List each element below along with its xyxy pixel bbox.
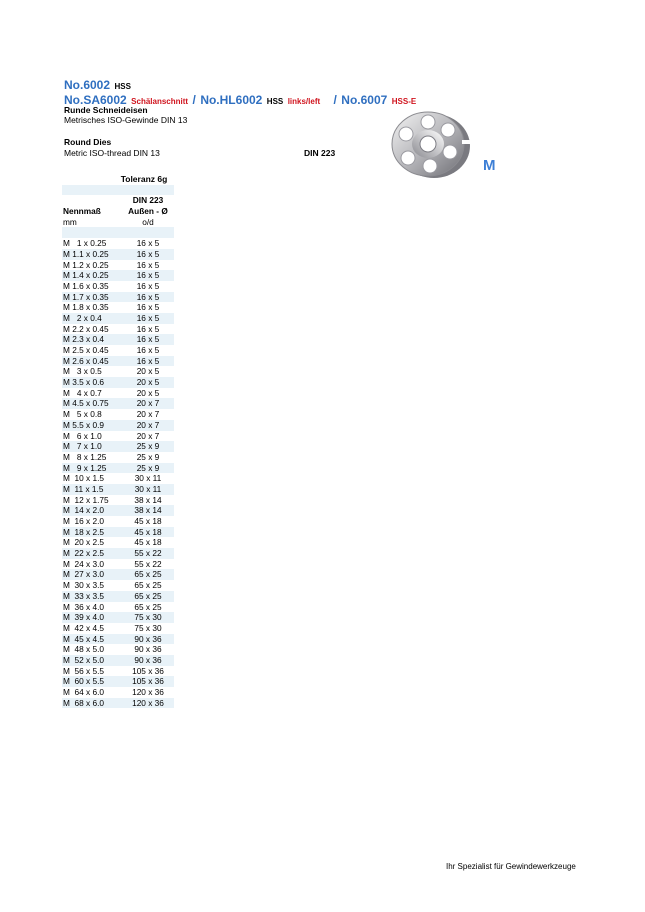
thread-size: M 1.1 x 0.25 [63,248,109,259]
thread-size: M 3.5 x 0.6 [63,377,105,388]
outer-dimension: 45 x 18 [134,537,162,548]
variant-number-hl: No.HL6002 [200,93,263,107]
outer-dimension: 120 x 36 [132,687,164,697]
thread-size: M 42 x 4.5 [63,622,105,633]
table-row [62,484,174,495]
outer-dimension: 25 x 9 [136,441,160,452]
outer-dimension: 16 x 5 [136,334,160,345]
thread-size: M 1.2 x 0.25 [63,259,109,270]
col1-header: Nennmaß [63,206,101,217]
table-row [62,356,174,367]
outer-dimension: 16 x 5 [136,345,160,355]
outer-dimension: 16 x 5 [136,302,160,313]
outer-dimension: 105 x 36 [132,665,164,676]
thread-size: M 52 x 5.0 [63,654,105,665]
table-body [62,238,174,708]
thread-size: M 27 x 3.0 [63,569,105,580]
outer-dimension: 16 x 5 [136,291,160,302]
outer-dimension: 20 x 5 [136,387,160,398]
thread-size: M 39 x 4.0 [63,612,105,623]
outer-dimension: 120 x 36 [132,697,164,708]
outer-dimension: 16 x 5 [136,259,160,270]
outer-dimension: 16 x 5 [136,323,160,334]
table-row [62,398,174,409]
norm-row [62,195,174,206]
table-row [62,334,174,345]
thread-size: M 18 x 2.5 [63,526,105,537]
table-row [62,270,174,281]
table-row [62,431,174,442]
spacer-row [62,227,174,238]
outer-dimension: 45 x 18 [134,526,162,537]
table-row [62,324,174,335]
outer-dimension: 20 x 7 [136,430,160,441]
outer-dimension: 75 x 30 [134,622,162,633]
thread-size: M 64 x 6.0 [63,687,105,697]
thread-size: M 56 x 5.5 [63,665,105,676]
separator: / [333,93,337,107]
outer-dimension: 65 x 25 [134,569,162,580]
thread-size: M 22 x 2.5 [63,548,105,559]
outer-dimension: 16 x 5 [136,270,160,281]
table-row [62,623,174,634]
table-row [62,687,174,698]
outer-dimension: 55 x 22 [134,548,162,559]
spacer-row [62,185,174,196]
table-row [62,452,174,463]
table-row [62,420,174,431]
table-row [62,345,174,356]
table-row [62,302,174,313]
outer-dimension: 105 x 36 [132,676,164,687]
outer-dimension: 45 x 18 [134,516,162,526]
thread-size: M 14 x 2.0 [63,505,105,516]
thread-size: M 7 x 1.0 [63,441,102,452]
table-row [62,505,174,516]
footer-slogan: Ihr Spezialist für Gewindewerkzeuge [446,862,576,871]
outer-dimension: 25 x 9 [136,451,160,462]
tolerance-row [62,174,174,185]
product-grade: HSS [114,82,131,91]
thread-size: M 10 x 1.5 [63,473,105,484]
outer-dimension: 90 x 36 [134,654,162,665]
col2-header: Außen - Ø [128,206,168,217]
round-die-image [384,104,474,184]
thread-type-letter: M [483,157,496,174]
table-row [62,516,174,527]
table-row [62,591,174,602]
variant-note-6007: HSS-E [391,97,417,106]
col1-unit: mm [63,216,77,227]
table-row [62,292,174,303]
outer-dimension: 90 x 36 [134,644,162,655]
thread-size: M 6 x 1.0 [63,430,102,441]
outer-dimension: 16 x 5 [136,312,160,323]
table-row [62,559,174,570]
variant-number-sa: No.SA6002 [64,93,127,107]
tolerance-label: Toleranz 6g [120,174,168,184]
thread-size: M 3 x 0.5 [63,366,102,377]
table-row [62,463,174,474]
table-row [62,313,174,324]
outer-dimension: 30 x 11 [134,483,162,494]
table-row [62,495,174,506]
outer-dimension: 20 x 5 [136,366,160,377]
table-row [62,644,174,655]
table-row [62,409,174,420]
thread-size: M 2.5 x 0.45 [63,345,109,355]
thread-size: M 48 x 5.0 [63,644,105,655]
thread-size: M 1.6 x 0.35 [63,280,109,291]
thread-size: M 45 x 4.5 [63,633,105,644]
table-row [62,281,174,292]
thread-size: M 1 x 0.25 [63,238,107,249]
thread-size: M 2 x 0.4 [63,312,102,323]
table-row [62,366,174,377]
table-row [62,537,174,548]
table-row [62,580,174,591]
separator: / [192,93,196,107]
table-row [62,238,174,249]
de-title: Runde Schneideisen [64,105,148,115]
table-row [62,698,174,709]
thread-size: M 4.5 x 0.75 [63,398,109,409]
table-row [62,569,174,580]
header-row [62,206,174,217]
table-row [62,388,174,399]
outer-dimension: 20 x 7 [136,419,160,430]
table-row [62,527,174,538]
table-row [62,377,174,388]
outer-dimension: 25 x 9 [136,462,160,473]
outer-dimension: 16 x 5 [136,238,160,249]
thread-size: M 2.2 x 0.45 [63,323,109,334]
outer-dimension: 65 x 25 [134,601,162,612]
outer-dimension: 38 x 14 [134,505,162,516]
outer-dimension: 20 x 7 [136,398,160,409]
thread-size: M 33 x 3.5 [63,590,105,601]
thread-size: M 36 x 4.0 [63,601,105,612]
thread-size: M 4 x 0.7 [63,387,102,398]
outer-dimension: 16 x 5 [136,280,160,291]
outer-dimension: 75 x 30 [134,612,162,623]
thread-size: M 5.5 x 0.9 [63,419,105,430]
thread-size: M 11 x 1.5 [63,483,104,494]
thread-size: M 16 x 2.0 [63,516,105,526]
din-standard: DIN 223 [304,148,336,158]
table-row [62,634,174,645]
outer-dimension: 30 x 11 [134,473,162,484]
variant-note-hl: links/left [287,97,321,106]
outer-dimension: 20 x 5 [136,377,160,388]
thread-size: M 30 x 3.5 [63,580,105,591]
variant-grade-hl: HSS [266,97,284,106]
col2-norm: DIN 223 [132,195,164,206]
outer-dimension: 20 x 7 [136,409,160,420]
thread-size: M 1.7 x 0.35 [63,291,109,302]
table-row [62,602,174,613]
outer-dimension: 55 x 22 [134,558,162,569]
thread-size: M 2.6 x 0.45 [63,355,109,366]
unit-row [62,217,174,228]
product-number: No.6002 [64,78,111,92]
outer-dimension: 90 x 36 [134,633,162,644]
variant-note-sa: Schälanschnitt [131,97,189,106]
outer-dimension: 16 x 5 [136,248,160,259]
thread-size: M 1.8 x 0.35 [63,302,109,313]
thread-size: M 1.4 x 0.25 [63,270,109,281]
table-row [62,676,174,687]
outer-dimension: 65 x 25 [134,590,162,601]
de-subtitle: Metrisches ISO-Gewinde DIN 13 [64,115,188,125]
thread-size: M 2.3 x 0.4 [63,334,105,345]
thread-size: M 20 x 2.5 [63,537,105,548]
thread-size: M 24 x 3.0 [63,558,105,569]
table-row [62,666,174,677]
thread-size: M 9 x 1.25 [63,462,107,473]
thread-size: M 5 x 0.8 [63,409,102,420]
thread-size-table [62,174,174,708]
thread-size: M 60 x 5.5 [63,676,105,687]
table-row [62,612,174,623]
thread-size: M 8 x 1.25 [63,451,107,462]
table-row [62,548,174,559]
table-row [62,655,174,666]
table-row [62,473,174,484]
table-row [62,260,174,271]
table-row [62,249,174,260]
col2-unit: o/d [142,216,154,227]
thread-size: M 68 x 6.0 [63,697,105,708]
variant-number-6007: No.6007 [341,93,388,107]
outer-dimension: 65 x 25 [134,580,162,591]
table-row [62,441,174,452]
outer-dimension: 16 x 5 [136,355,160,366]
en-title: Round Dies [64,137,112,147]
en-subtitle: Metric ISO-thread DIN 13 [64,148,160,158]
thread-size: M 12 x 1.75 [63,494,109,505]
outer-dimension: 38 x 14 [134,494,162,505]
